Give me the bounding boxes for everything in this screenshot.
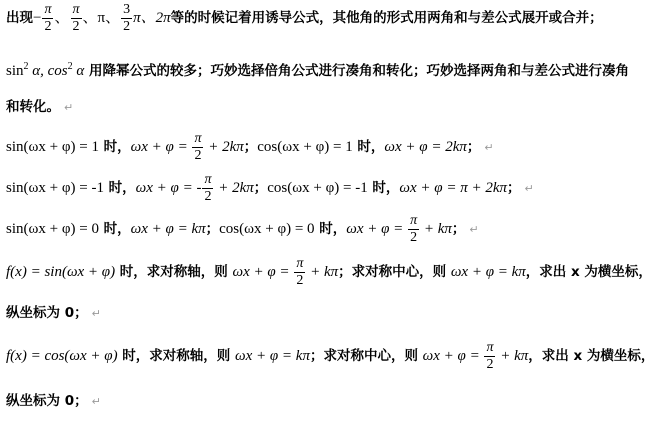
math-segment: cos(ωx + φ) = 1	[257, 138, 353, 155]
text-segment: 纵坐标为 0；	[6, 393, 88, 409]
math-segment: ωx + φ =	[232, 263, 294, 280]
text-segment: 用降幂公式的较多；巧妙选择倍角公式进行凑角和转化；巧妙选择两角和与差公式进行凑角	[84, 62, 629, 79]
math-segment: + 2kπ	[204, 138, 244, 155]
text-segment: 时，求对称轴，则	[117, 347, 235, 364]
fraction: $\frac{\pi}{2}$	[296, 256, 304, 288]
text-segment: ，求出 x 为横坐标，	[528, 347, 655, 364]
fraction: $\frac{\pi}{2}$	[194, 131, 202, 163]
math-segment: ωx + φ =	[130, 138, 192, 155]
math-segment: ωx + φ = kπ	[130, 220, 206, 237]
math-segment: ωx + φ =	[346, 220, 408, 237]
line-zero-values	[6, 213, 479, 253]
text-segment: 时，	[98, 138, 131, 155]
text-segment: ；求对称中心，则	[309, 347, 423, 364]
line-continuation	[6, 302, 101, 342]
line-power-reduction: $\sin^2 \alpha$, $\cos^2 \alpha$ 用降幂公式的较多；巧妙选择倍角公式进行凑角和转化；巧妙选择两角和与差公式进行凑角	[6, 61, 629, 79]
math-segment: ωx + φ =	[422, 347, 484, 364]
text-segment: 时，	[103, 179, 136, 196]
paragraph-mark: ↵	[469, 222, 479, 236]
fraction: $\frac{\pi}{2}$	[204, 172, 212, 204]
text-segment: ；	[451, 220, 466, 237]
fraction: $\frac{3}{2}$	[123, 2, 131, 34]
text-segment: ；	[507, 179, 521, 196]
math-segment: cos(ωx + φ) = 0	[219, 220, 315, 237]
paragraph-mark: ↵	[64, 101, 74, 114]
text-segment: 和转化。	[6, 99, 60, 115]
math-segment: sin(ωx + φ) = -1	[6, 179, 104, 196]
paragraph-mark: ↵	[484, 140, 494, 154]
text-segment: ，求出 x 为横坐标，	[525, 263, 652, 280]
line-continuation	[6, 96, 73, 136]
text-segment: 时，求对称轴，则	[115, 263, 233, 280]
math-segment: + kπ	[306, 263, 339, 280]
text-segment: 时，	[367, 179, 400, 196]
line-min-values	[6, 172, 534, 212]
math-segment: π、2π	[133, 9, 171, 26]
fraction: $\frac{\pi}{2}$	[44, 2, 52, 34]
text-segment: ；	[243, 138, 258, 155]
text-segment: 时，	[352, 138, 385, 155]
paragraph-mark: ↵	[524, 181, 534, 195]
line-max-values	[6, 131, 494, 171]
text-segment: 等的时候记着用诱导公式，其他角的形式用两角和与差公式展开或合并；	[170, 9, 603, 26]
text-segment: ；	[466, 138, 481, 155]
line-continuation	[6, 390, 101, 430]
text-segment: ；求对称中心，则	[338, 263, 451, 280]
text-segment: 时，	[98, 220, 131, 237]
paragraph-mark: ↵	[91, 395, 101, 408]
math-segment: ωx + φ = kπ	[450, 263, 526, 280]
paragraph-mark: ↵	[91, 307, 101, 320]
math-segment: cos(ωx + φ) = -1	[267, 179, 368, 196]
line-cos-symmetry	[6, 340, 654, 380]
math-segment: ωx + φ = 2kπ	[384, 138, 467, 155]
math-segment: ωx + φ = kπ	[235, 347, 310, 364]
text-segment: ；	[253, 179, 268, 196]
fraction: $\frac{\pi}{2}$	[72, 2, 80, 34]
line-special-angles	[6, 2, 603, 42]
math-segment: α	[72, 62, 85, 79]
math-segment: 、π、	[82, 9, 121, 26]
text-segment: 纵坐标为 0；	[6, 305, 88, 321]
math-segment: f(x) = sin(ωx + φ)	[6, 263, 116, 280]
math-segment: + kπ	[496, 347, 529, 364]
math-segment: ωx + φ = π + 2kπ	[399, 179, 508, 196]
math-segment: f(x) = cos(ωx + φ)	[6, 347, 118, 364]
math-segment: sin	[6, 62, 24, 79]
math-segment: −	[33, 9, 42, 26]
fraction: $\frac{\pi}{2}$	[486, 340, 494, 372]
math-segment: 、	[54, 9, 70, 26]
text-segment: 时，	[314, 220, 347, 237]
math-segment: ωx + φ = -	[135, 179, 202, 196]
line-sin-symmetry	[6, 256, 652, 296]
math-segment: sin(ωx + φ) = 0	[6, 220, 99, 237]
math-segment: + 2kπ	[214, 179, 254, 196]
math-segment: sin(ωx + φ) = 1	[6, 138, 99, 155]
text-segment: ；	[205, 220, 220, 237]
math-segment: α, cos	[28, 62, 68, 79]
math-segment: + kπ	[420, 220, 452, 237]
text-segment: 出现	[6, 9, 33, 26]
fraction: $\frac{\pi}{2}$	[410, 213, 418, 245]
